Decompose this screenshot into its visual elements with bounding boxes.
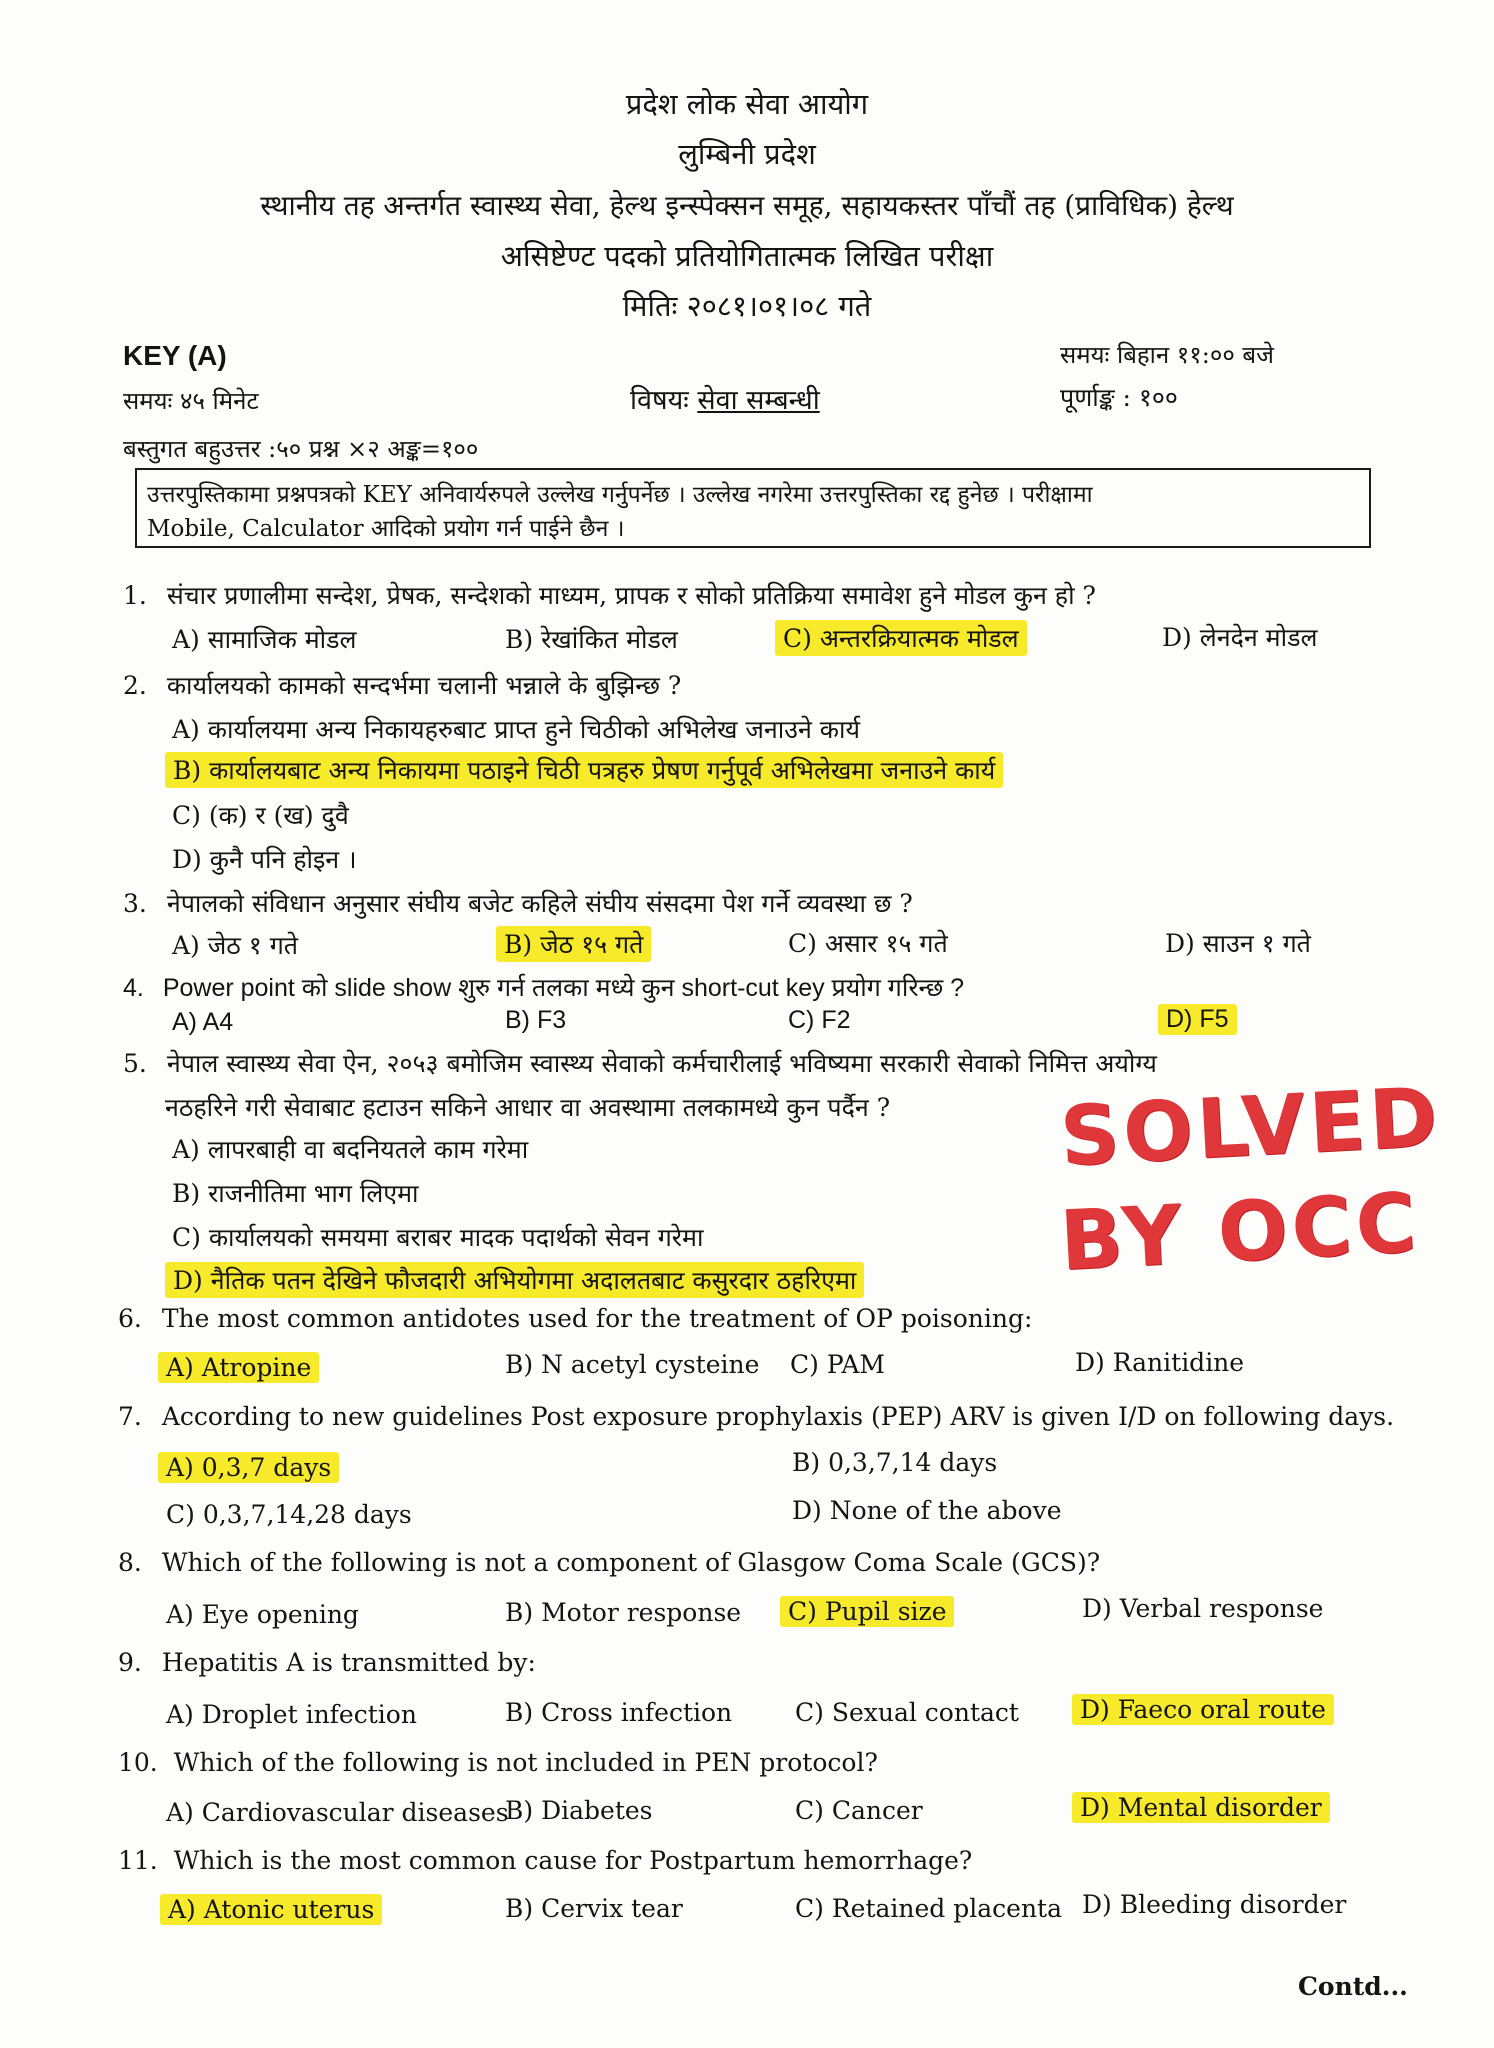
q7-option-c: C) 0,3,7,14,28 days — [166, 1500, 412, 1529]
question-5-continued: नठहरिने गरी सेवाबाट हटाउन सकिने आधार वा अवस्थामा तलकामध्ये कुन पर्दैन ? — [165, 1093, 891, 1122]
q1-option-d: D) लेनदेन मोडल — [1162, 623, 1318, 652]
q5-option-d-answer: D) नैतिक पतन देखिने फौजदारी अभियोगमा अदालतबाट कसुरदार ठहरिएमा — [165, 1262, 864, 1298]
question-11 — [118, 1846, 972, 1875]
question-6 — [118, 1304, 1032, 1333]
question-3 — [123, 886, 913, 920]
q9-option-d-answer: D) Faeco oral route — [1072, 1694, 1334, 1725]
q8-option-b: B) Motor response — [505, 1598, 742, 1627]
q3-option-a: A) जेठ १ गते — [172, 931, 299, 960]
continued-label: Contd... — [1298, 1972, 1408, 2001]
q10-option-d-answer: D) Mental disorder — [1072, 1792, 1330, 1823]
q10-option-c: C) Cancer — [795, 1796, 923, 1825]
question-number: 11. — [118, 1846, 158, 1875]
q2-option-b-answer: B) कार्यालयबाट अन्य निकायमा पठाइने चिठी पत्रहरु प्रेषण गर्नुपूर्व अभिलेखमा जनाउने कार्य — [165, 752, 1003, 788]
q5-option-a: A) लापरबाही वा बदनियतले काम गरेमा — [172, 1135, 529, 1164]
question-number: 8. — [118, 1548, 142, 1577]
province-title: लुम्बिनी प्रदेश — [678, 137, 816, 171]
exam-duration: समयः ४५ मिनेट — [123, 387, 259, 415]
q8-option-a: A) Eye opening — [166, 1600, 359, 1629]
key-label: KEY (A) — [123, 340, 227, 371]
question-text: Hepatitis A is transmitted by: — [161, 1648, 536, 1677]
q8-option-d: D) Verbal response — [1082, 1594, 1324, 1623]
q11-option-c: C) Retained placenta — [795, 1894, 1062, 1923]
exam-title-line1: स्थानीय तह अन्तर्गत स्वास्थ्य सेवा, हेल्थ इन्स्पेक्सन समूह, सहायकस्तर पाँचौं तह (प्राविधिक) हेल्थ — [260, 189, 1234, 222]
exam-date: मितिः २०८१।०१।०८ गते — [622, 289, 872, 323]
q4-option-d-answer: D) F5 — [1158, 1004, 1237, 1035]
question-text: The most common antidotes used for the treatment of OP poisoning: — [161, 1304, 1033, 1333]
question-number: 4. — [123, 974, 144, 1002]
instructions-box — [135, 468, 1371, 548]
instructions-line1: उत्तरपुस्तिकामा प्रश्नपत्रको KEY अनिवार्यरुपले उल्लेख गर्नुपर्नेछ । उल्लेख नगरेमा उत्तरपुस्तिका रद्द हुनेछ । परीक्षामा — [147, 482, 1093, 508]
question-9 — [118, 1648, 536, 1677]
q1-option-b: B) रेखांकित मोडल — [505, 625, 678, 654]
full-marks: पूर्णाङ्क : १०० — [1060, 383, 1178, 412]
question-number: 5. — [123, 1049, 147, 1078]
q3-option-d: D) साउन १ गते — [1165, 929, 1311, 958]
question-number: 2. — [123, 671, 147, 700]
question-number: 10. — [118, 1748, 158, 1777]
q4-option-c: C) F2 — [788, 1006, 851, 1034]
question-text: नेपालको संविधान अनुसार संघीय बजेट कहिले संघीय संसदमा पेश गर्ने व्यवस्था छ ? — [166, 889, 913, 918]
exam-title-line2: असिष्टेण्ट पदको प्रतियोगितात्मक लिखित परीक्षा — [500, 239, 994, 273]
question-text: Power point को slide show शुरु गर्न तलका मध्ये कुन short-cut key प्रयोग गरिन्छ ? — [162, 974, 965, 1002]
question-4 — [123, 970, 964, 1004]
question-text: कार्यालयको कामको सन्दर्भमा चलानी भन्नाले के बुझिन्छ ? — [166, 671, 682, 700]
subject — [630, 380, 820, 417]
q4-option-b: B) F3 — [505, 1006, 567, 1034]
q11-option-d: D) Bleeding disorder — [1082, 1890, 1347, 1919]
solved-stamp-line1: SOLVED — [1057, 1070, 1444, 1185]
q1-option-c-answer: C) अन्तरक्रियात्मक मोडल — [775, 620, 1027, 656]
q5-option-b: B) राजनीतिमा भाग लिएमा — [172, 1179, 419, 1208]
q7-option-a-answer: A) 0,3,7 days — [158, 1452, 339, 1483]
q4-option-a: A) A4 — [172, 1008, 234, 1036]
question-text: Which is the most common cause for Postpartum hemorrhage? — [173, 1846, 973, 1875]
q6-option-d: D) Ranitidine — [1075, 1348, 1245, 1377]
question-10 — [118, 1748, 878, 1777]
question-type: बस्तुगत बहुउत्तर :५० प्रश्न ×२ अङ्क=१०० — [123, 435, 479, 463]
question-number: 7. — [118, 1402, 142, 1431]
question-5 — [123, 1046, 1157, 1080]
q7-option-b: B) 0,3,7,14 days — [792, 1448, 998, 1477]
q7-option-d: D) None of the above — [792, 1496, 1062, 1525]
q10-option-b: B) Diabetes — [505, 1796, 653, 1825]
q11-option-a-answer: A) Atonic uterus — [160, 1894, 382, 1925]
question-text: According to new guidelines Post exposure prophylaxis (PEP) ARV is given I/D on following days. — [161, 1402, 1395, 1431]
question-number: 9. — [118, 1648, 142, 1677]
q6-option-c: C) PAM — [790, 1350, 886, 1379]
question-number: 3. — [123, 889, 147, 918]
q9-option-b: B) Cross infection — [505, 1698, 733, 1727]
question-number: 1. — [123, 581, 147, 610]
commission-title: प्रदेश लोक सेवा आयोग — [625, 87, 869, 121]
solved-stamp-line2: BY OCC — [1057, 1175, 1423, 1290]
question-2 — [123, 668, 681, 702]
question-text: संचार प्रणालीमा सन्देश, प्रेषक, सन्देशको माध्यम, प्रापक र सोको प्रतिक्रिया समावेश हुने मोडल कुन हो ? — [166, 581, 1096, 610]
q10-option-a: A) Cardiovascular diseases — [166, 1798, 509, 1827]
q11-option-b: B) Cervix tear — [505, 1894, 683, 1923]
q3-option-b-answer: B) जेठ १५ गते — [496, 926, 651, 962]
question-text: नेपाल स्वास्थ्य सेवा ऐन, २०५३ बमोजिम स्वास्थ्य सेवाको कर्मचारीलाई भविष्यमा सरकारी सेवाको निमित्त अयोग्य — [166, 1049, 1157, 1078]
q3-option-c: C) असार १५ गते — [788, 929, 948, 958]
q5-option-c: C) कार्यालयको समयमा बराबर मादक पदार्थको सेवन गरेमा — [172, 1223, 704, 1252]
q8-option-c-answer: C) Pupil size — [780, 1596, 954, 1627]
exam-time: समयः बिहान ११:०० बजे — [1060, 341, 1274, 369]
q9-option-c: C) Sexual contact — [795, 1698, 1019, 1727]
subject-value: सेवा सम्बन्धी — [697, 385, 820, 416]
subject-label: विषयः — [630, 385, 689, 416]
q1-option-a: A) सामाजिक मोडल — [172, 625, 357, 654]
question-8 — [118, 1548, 1100, 1577]
question-text: Which of the following is not a component of Glasgow Coma Scale (GCS)? — [161, 1548, 1101, 1577]
instructions-line2: Mobile, Calculator आदिको प्रयोग गर्न पाईने छैन । — [147, 516, 625, 542]
question-1 — [123, 578, 1096, 612]
question-7 — [118, 1402, 1394, 1431]
q2-option-d: D) कुनै पनि होइन । — [172, 845, 357, 874]
question-number: 6. — [118, 1304, 142, 1333]
question-text: Which of the following is not included in PEN protocol? — [173, 1748, 878, 1777]
q2-option-a: A) कार्यालयमा अन्य निकायहरुबाट प्राप्त हुने चिठीको अभिलेख जनाउने कार्य — [172, 715, 860, 744]
q6-option-a-answer: A) Atropine — [158, 1352, 319, 1383]
q2-option-c: C) (क) र (ख) दुवै — [172, 801, 349, 830]
q6-option-b: B) N acetyl cysteine — [505, 1350, 760, 1379]
q9-option-a: A) Droplet infection — [166, 1700, 417, 1729]
